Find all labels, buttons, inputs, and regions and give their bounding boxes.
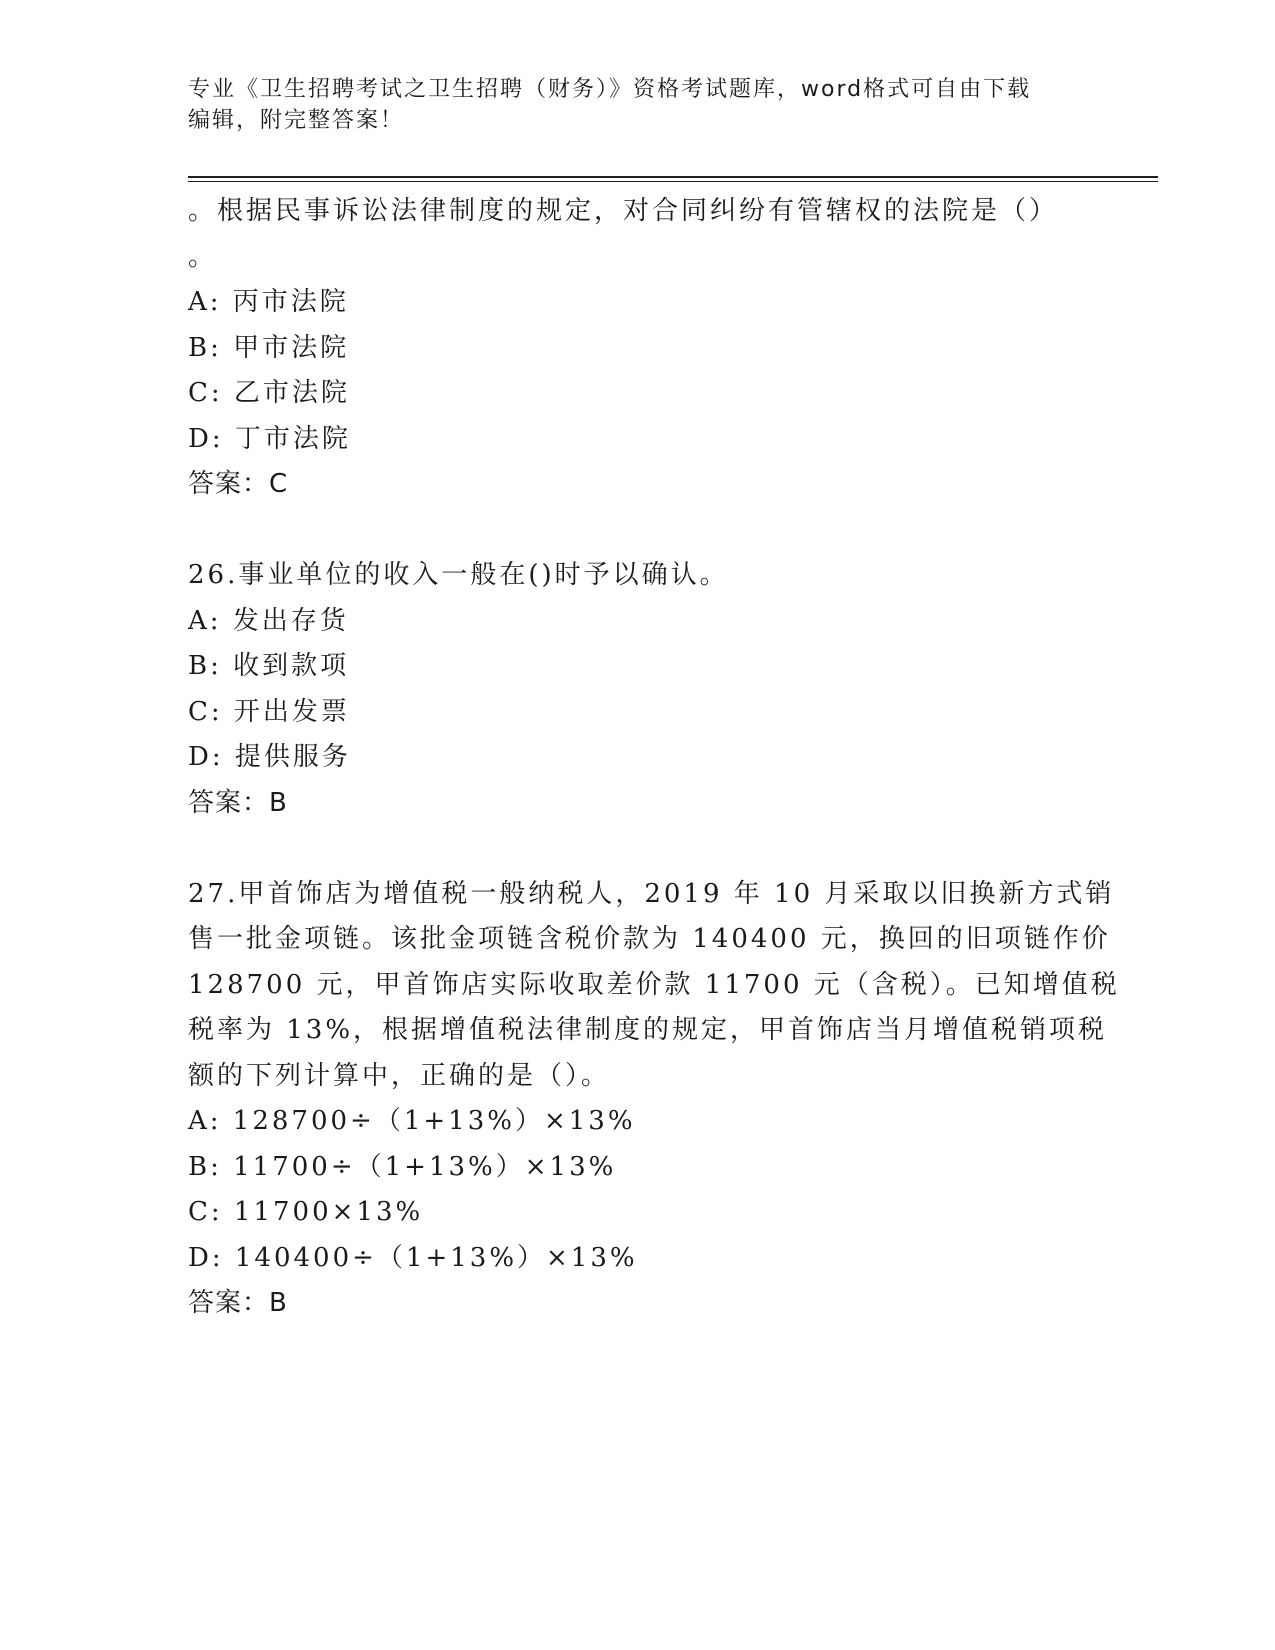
- answer-line: 答案：C: [188, 469, 289, 499]
- question-25: [188, 189, 1088, 508]
- question-stem-line: 128700 元，甲首饰店实际收取差价款 11700 元（含税）。已知增值税: [188, 969, 1120, 1000]
- option-a: A: 丙市法院: [188, 287, 349, 317]
- question-stem-line: 。: [188, 241, 218, 272]
- option-a: A: 128700÷（1+13%）×13%: [188, 1106, 636, 1136]
- option-c: C: 乙市法院: [188, 378, 350, 408]
- header-divider-thin: [188, 181, 1158, 182]
- option-d: D: 提供服务: [188, 742, 351, 772]
- question-stem-line: 。根据民事诉讼法律制度的规定，对合同纠纷有管辖权的法院是（）: [188, 196, 1059, 226]
- answer-line: 答案：B: [188, 1288, 288, 1318]
- question-stem-line: 27.甲首饰店为增值税一般纳税人，2019 年 10 月采取以旧换新方式销: [188, 878, 1115, 909]
- question-stem: 26.事业单位的收入一般在()时予以确认。: [188, 560, 729, 590]
- question-stem-line: 额的下列计算中，正确的是（）。: [188, 1060, 611, 1091]
- question-26: [188, 553, 1088, 826]
- option-d: D: 140400÷（1+13%）×13%: [188, 1242, 638, 1273]
- document-header: [188, 74, 1088, 136]
- option-b: B: 甲市法院: [188, 332, 350, 363]
- question-stem: [188, 872, 1120, 1100]
- option-c: C: 开出发票: [188, 696, 350, 727]
- question-list: [188, 189, 1120, 1327]
- answer-line: 答案：B: [188, 787, 288, 818]
- header-line-2: 编辑，附完整答案！: [188, 108, 405, 133]
- question-27: [188, 872, 1120, 1327]
- option-d: D: 丁市法院: [188, 423, 351, 454]
- spacer: [188, 508, 1088, 554]
- option-c: C: 11700×13%: [188, 1197, 424, 1227]
- question-stem-line: 售一批金项链。该批金项链含税价款为 140400 元，换回的旧项链作价: [188, 924, 1111, 954]
- option-a: A: 发出存货: [188, 605, 349, 636]
- spacer: [188, 826, 1088, 872]
- question-stem-line: 税率为 13%，根据增值税法律制度的规定，甲首饰店当月增值税销项税: [188, 1015, 1108, 1045]
- option-b: B: 收到款项: [188, 651, 350, 681]
- header-divider-thick: [188, 176, 1158, 178]
- option-b: B: 11700÷（1+13%）×13%: [188, 1151, 617, 1182]
- header-line-1: 专业《卫生招聘考试之卫生招聘（财务）》资格考试题库，word格式可自由下载: [188, 77, 1032, 102]
